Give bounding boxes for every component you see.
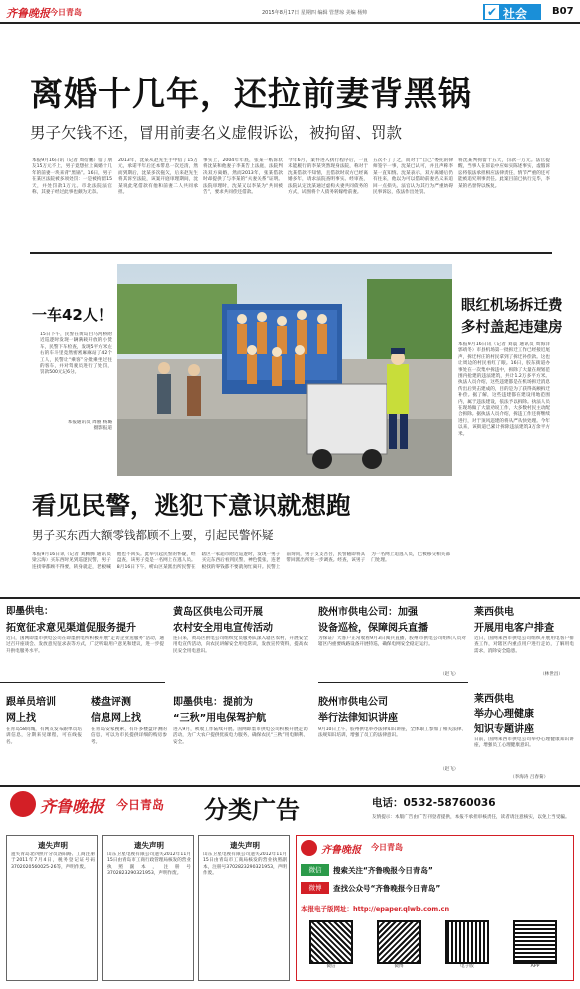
band1-body: 近日，国网莱西市供电公司组织开展用电客户排查工作，对辖区内重点用户进行走访，了解用电需求，消除安全隐患。 (474, 636, 574, 654)
story1-col: 今年6月，案件进入执行程序后，一直未能履行的李某突然现身法院，称对于沈某借款不知情，且借款时双方已经离婚多年，请求法院查明事实。经审查，法院认定沈某通过虚构夫妻共同债务的方式，试图将个人债务转嫁给前妻。 (288, 158, 368, 196)
story2-headline: 一车42人！ (32, 306, 113, 324)
band2-title2: 举行法律知识讲座 (318, 713, 398, 724)
ad-body: 山东卫星电视有限公司遗失2012年11月15日由青岛市工商行政管理局核发的营业执照副本，注册号3702823290321953，声明作废。 (107, 852, 191, 877)
band2-body: 进入9月，秋收工作陆续开展。国网即墨市供电公司积极开展走访活动，为广大农户提供优质电力服务，确保农民“三秋”用电顺利、安全。 (173, 727, 308, 745)
qr-code (301, 920, 361, 970)
band2-title3: 知识专题讲座 (474, 724, 534, 735)
band2-title: 跟单员培训 (6, 697, 56, 708)
band2-body: 9月10日上午，胶州供电举办法律知识讲座，全体职工参加了相关法律、法规知识培训，增强了员工的法律意识。 (318, 727, 466, 739)
band1-title: 即墨供电： (6, 606, 54, 617)
masthead-sub: 今日青岛 (50, 8, 82, 17)
section-name: 社会 (503, 7, 528, 21)
story1-col: 将沈某判拘留十五天，罚款一万元。法官提醒，当事人在诉讼中应如实陈述事实，虚假诉讼将依法承担相应法律责任，情节严重的还可能被追究刑事责任。此案目前已执行完毕，李某的名誉得以恢复。 (458, 158, 550, 189)
classified-sub: 今日青岛 (116, 798, 165, 812)
story1-headline: 离婚十几年，还拉前妻背黑锅 (30, 74, 472, 113)
band1-body: 近日，国网即墨市供电公司在即墨供电所积极开展“走访企业送服务”活动，通过召开座谈会、发放意见征求表等方式，广泛听取用户意见和建议，进一步提升供电服务水平。 (6, 636, 164, 654)
promo-url: 本报电子版网址：http://epaper.qlwb.com.cn (301, 905, 450, 913)
story3-headline: 眼红机场拆迁费 (461, 298, 563, 314)
ad-body: 山东卫星电视有限公司遗失2012年11月15日由青岛市工商局核发的营业执照副本，注册号3702823290321953，声明作废。 (203, 852, 287, 877)
ad-body: 遗失青岛北四照片分员洛阳路、工商注册于2011年7月4日，税务登记证号码3702020560025-26等，声明作废。 (11, 852, 95, 870)
story2-credit: 本报通讯员 周丽 杨璐 摄影报道 (67, 420, 112, 432)
masthead-date: 2015年8月17日 星期四 编辑 管慧琼 美编 杨帅 (262, 10, 368, 16)
ad-title: 遗失声明 (134, 841, 164, 850)
ad-box (102, 835, 194, 981)
band2-title: 楼盘评测 (91, 697, 131, 708)
story3-headline2: 多村盖起违建房 (461, 320, 563, 336)
band1-title2: 开展用电客户排查 (474, 623, 554, 634)
band1-title: 胶州市供电公司：加强 (318, 607, 418, 618)
qr-row (301, 920, 571, 978)
promo-box (296, 835, 574, 981)
story2-body: 15日下午，民警在黄岛白马河桥附近巡逻时发现一辆满载开放的小货车，民警下车检查，发现5平方米左右的车斗里竟然密密麻麻站了42个工人，民警让“乘客”分批乘坐过往的客车，并对驾驶员进行了处罚，罚款500元记6分。 (40, 332, 112, 376)
band2-body: 在青岛58同城，有网友发布跟单员培训信息，分期来见课程，可在线报名。 (6, 727, 82, 745)
band2-title2: 信息网上找 (91, 713, 141, 724)
band2-body: 日前，国网莱西市供电公司举办心理健康知识讲座，增强员工心理健康意识。 (474, 737, 574, 749)
promo-line1: 搜索关注“齐鲁晚报今日青岛” (333, 866, 433, 875)
ad-title: 遗失声明 (230, 841, 260, 850)
qr-code-icon (309, 920, 353, 964)
qr-label: APP (530, 964, 540, 969)
weibo-label: 微博 (301, 882, 329, 894)
qr-label: 微信 (326, 964, 336, 969)
story1-subhead: 男子欠钱不还，冒用前妻名义虚假诉讼，被拘留、罚款 (30, 124, 403, 142)
ad-box (198, 835, 290, 981)
masthead (0, 0, 580, 24)
news-photo (117, 264, 452, 476)
promo-logo: 齐鲁晚报 (321, 845, 361, 856)
promo-line2: 查找公众号“齐鲁晚报今日青岛” (333, 884, 441, 893)
story4-subhead: 男子买东西大额零钱都顾不上要，引起民警怀疑 (32, 528, 274, 542)
story1-col: 本报9月16日讯（记者 周衍鹏）借了朋友15万元不上，男子竟想拉上离婚十几年的前妻一块来背“黑锅”。16日，男子在某区法院被多项处罚：一是被拘留15天，并处罚款1万元。市北法院法官称，其妻子经过此事也颇为无奈。 (32, 158, 112, 196)
band1-credit: （赵飞） (440, 672, 459, 677)
story3-body: 本报9月16日讯（记者 刘震 通讯员 周海洋 郭靖冬）市县机场第一批拆迁工作已经接近尾声，拆迁村庄的村民拿到了拆迁补偿款。这也让周边的村民看红了眼。16日，胶东街道办事处在一次集中拆违中，拆除了大量在规划范围内抢建的违法建筑，共计1.2万多平方米。执法人员介绍，这些违建都是在机场拆迁消息传出后突击建成的，目的是为了获得高额拆迁补偿。据了解，这些违建都在建设用地范围内，属于违法建设，依法予以拆除。执法人员在现场做了大量劝说工作，大多数村民主动配合拆除。据执法人员介绍，拆违工作还将继续进行，对于顶风违建的将从严从快处理。今年以来，该街道已累计拆除违法建筑3万余平方米。 (458, 342, 550, 437)
story1-col: 2013年，沈某从赵先生手中借了15万元，承诺半年后还本带息一次还清，然而到期后，沈某多次拖欠，后来赵先生将其诉至法院，该案开庭审理期间，沈某说此笔借款有他和前妻二人共同承担。 (118, 158, 198, 196)
ad-title: 遗失声明 (38, 841, 68, 850)
story4-body: 本报9月16日讯（记者 刘腾腾 通讯员 梁云海）买东西时见到巡逻民警，男子连找零都顾不得要，转身就走，老板喊他也不回头。此举引起民警的怀疑，经盘查，该男子竟是一名网上在逃人员。8月16日下午，崂山区某派出所民警在辖区一家超市附近巡逻时，发现一男子买完东西后看到民警，神色慌张，连老板找的零钱都不要就匆忙离开。民警上前询问，男子支支吾吾，民警随即将其带回派出所进一步调查。经查，该男子为一名网上追逃人员，已被移交相关部门处理。 (32, 552, 450, 570)
classified-title: 分类广告 (204, 795, 300, 824)
band2-credit: （李海涛 吕春菊） (510, 775, 549, 780)
divider (318, 682, 468, 683)
classified-header (8, 787, 572, 827)
band2-credit: （赵飞） (440, 767, 459, 772)
qr-code-icon (513, 920, 557, 964)
band2-title2: “三秋”用电保驾护航 (173, 713, 267, 724)
classified-logo: 齐鲁晚报 (40, 797, 105, 816)
band1-title: 莱西供电 (474, 607, 514, 618)
qr-code-icon (445, 920, 489, 964)
masthead-logo: 齐鲁晚报 (6, 7, 50, 20)
promo-sub: 今日青岛 (371, 843, 403, 852)
photo-truck-workers (117, 264, 452, 476)
divider (0, 682, 165, 683)
band1-title2: 设备巡检，保障阅兵直播 (318, 623, 428, 634)
classified-phone: 电话：0532-58760036 (372, 797, 496, 809)
band1-body: 为保证广大客户正常收看9月3日阅兵直播，胶州市供电公司组织人员对辖区内重要线路设备开展特巡，确保电网安全稳定运行。 (318, 636, 466, 648)
band1-title: 黄岛区供电公司开展 (173, 607, 263, 618)
story1-col: 五次不了了之，而对于“自己”委托的律师签字一事，沈某已认可，并且声称李某一直知情。沈某表示，双方离婚后仍有往来，他以为可以借助前妻名义来追回一点损失。法官认为其行为严重妨碍民事诉讼，依法作出处罚。 (373, 158, 453, 196)
band1-title2: 农村安全用电宣传活动 (173, 623, 273, 634)
band1-title2: 拓宽征求意见渠道促服务提升 (6, 623, 136, 634)
divider (0, 597, 580, 599)
brand-badge-icon (10, 791, 36, 817)
band2-title2: 网上找 (6, 713, 36, 724)
section-tag (483, 4, 541, 20)
qr-label: 电子版 (460, 964, 474, 969)
divider (30, 252, 552, 254)
band2-title: 即墨供电：提前为 (173, 697, 253, 708)
band1-body: 连日来，黄岛区供电公司组织党员服务队深入辖区农村，开展安全用电宣传活动，向农民讲解安全用电常识，发放宣传资料，提高农民安全用电意识。 (173, 636, 308, 654)
classified-notice: 友情提示：本版广告由广告刊登者提供，本报不承担审核责任，读者请注意核实，以免上当受骗。 (372, 815, 570, 820)
check-icon: ✔ (486, 5, 498, 19)
qr-code (505, 920, 565, 970)
qr-label: 微博 (394, 964, 404, 969)
band1-credit: （林世昌） (540, 672, 563, 677)
band2-title: 莱西供电 (474, 694, 514, 705)
band2-title2: 举办心理健康 (474, 709, 534, 720)
story4-headline: 看见民警，逃犯下意识就想跑 (32, 491, 351, 520)
band2-title: 胶州市供电公司 (318, 697, 388, 708)
band2-body: 在青岛安家搜索，有许多楼盘评测的信息，可以为市民提供详细的购房参考。 (91, 727, 167, 745)
story1-col: 事实上，2004年年底，张某一纸诉状将沈某和他妻子李某告上法庭，法院判决双方离婚，然而2013年，张某借款时却提供了与李某的“夫妻关系”证明。法院审理时，沈某又以李某为“共同被告”，要求共同偿还借款。 (203, 158, 283, 196)
wechat-label: 微信 (301, 864, 329, 876)
qr-code (437, 920, 497, 970)
ad-box (6, 835, 98, 981)
qr-code (369, 920, 429, 970)
brand-badge-icon (301, 840, 317, 856)
page-number: B07 (552, 6, 574, 17)
qr-code-icon (377, 920, 421, 964)
